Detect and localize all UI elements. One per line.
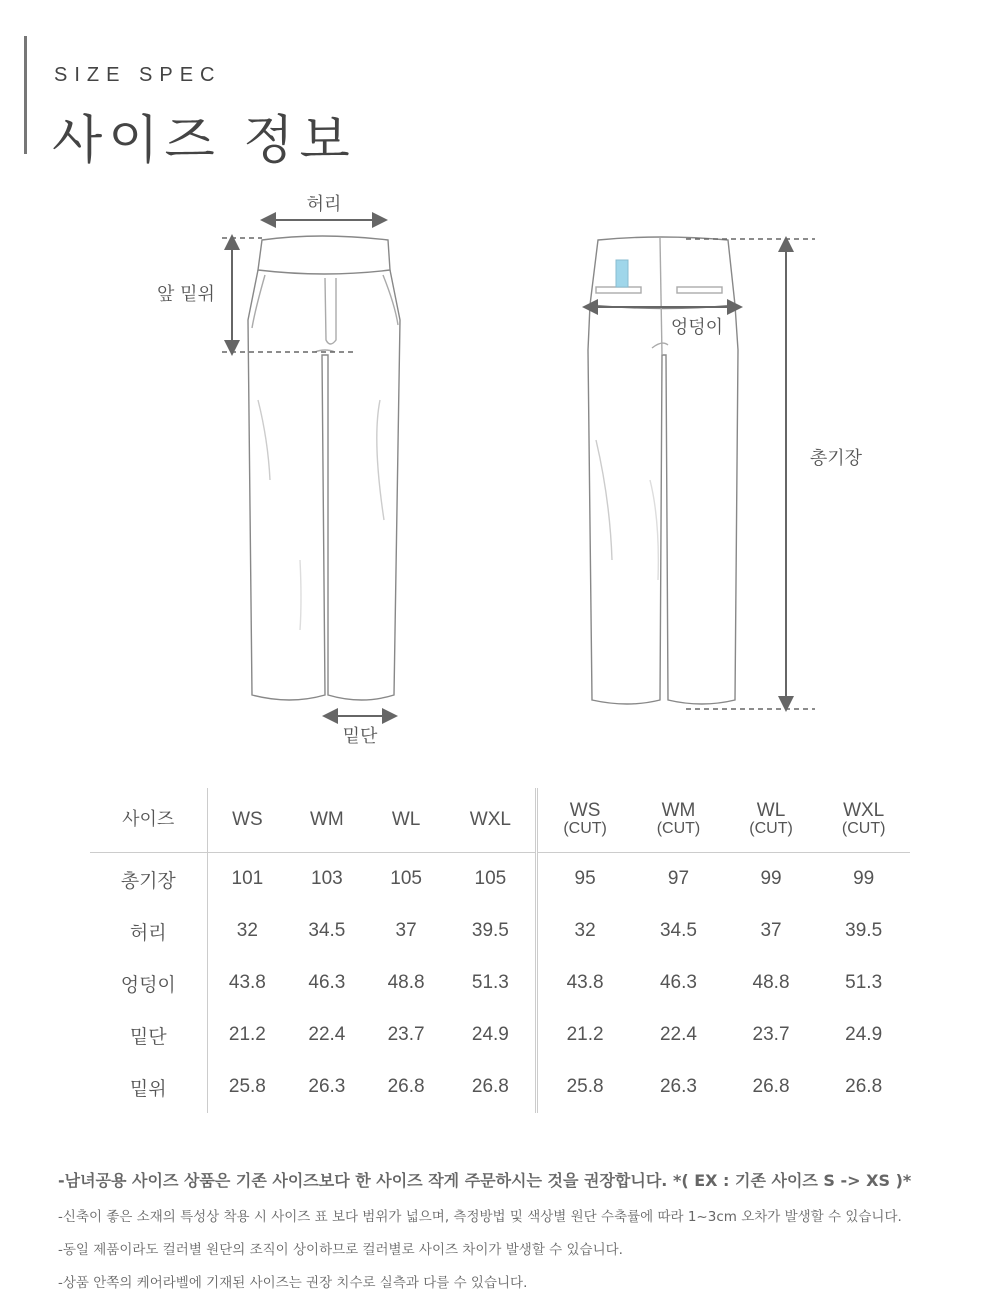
row-label: 총기장: [120, 869, 176, 892]
title-korean: 사이즈 정보: [52, 111, 356, 171]
hip-label: 엉덩이: [670, 317, 724, 338]
table-cell: 26.3: [308, 1076, 346, 1097]
table-cell: 32: [537, 905, 633, 957]
table-cell: 34.5: [308, 920, 346, 941]
title-accent-bar: [24, 36, 27, 154]
back-pocket-tab: [616, 260, 628, 287]
note-item: -신축이 좋은 소재의 특성상 착용 시 사이즈 표 보다 범위가 넓으며, 측정방법 및 색상별 원단 수축률에 따라 1~3cm 오차가 발생할 수 있습니다.: [58, 1209, 902, 1225]
table-cell: 43.8: [537, 957, 633, 1009]
table-row: [90, 1061, 910, 1113]
header-cell: WS (CUT): [537, 788, 633, 853]
header-cell: WL (CUT): [725, 788, 818, 853]
table-cell: 22.4: [308, 1024, 346, 1045]
table-cell: 26.8: [752, 1076, 790, 1097]
title-english: SIZE SPEC: [54, 64, 222, 86]
row-label: 허리: [129, 921, 167, 944]
table-cell: 105: [390, 868, 422, 889]
table-cell: 25.8: [207, 1061, 287, 1113]
header-cell: WL: [366, 788, 445, 853]
table-row: [90, 1009, 910, 1061]
header-cell: 사이즈: [90, 788, 207, 853]
table-cell: 23.7: [752, 1024, 790, 1045]
header-cell: WM (CUT): [632, 788, 725, 853]
header-cell: WS: [207, 788, 287, 853]
note-item: -동일 제품이라도 컬러별 원단의 조직이 상이하므로 컬러별로 사이즈 차이가 발생할 수 있습니다.: [58, 1242, 623, 1258]
table-cell: 48.8: [387, 972, 425, 993]
header-cell: WM: [287, 788, 366, 853]
header-cell: WXL (CUT): [817, 788, 910, 853]
table-cell: 23.7: [387, 1024, 425, 1045]
table-cell: 51.3: [471, 972, 509, 993]
table-row: [90, 957, 910, 1009]
table-row: [90, 905, 910, 957]
table-cell: 25.8: [537, 1061, 633, 1113]
table-cell: 26.8: [387, 1076, 425, 1097]
table-cell: 32: [207, 905, 287, 957]
table-cell: 43.8: [207, 957, 287, 1009]
pants-diagram: [0, 180, 1000, 760]
table-cell: 21.2: [207, 1009, 287, 1061]
table-cell: 24.9: [845, 1024, 883, 1045]
front-pants-drawing: [248, 236, 400, 700]
table-cell: 26.8: [845, 1076, 883, 1097]
table-cell: 37: [395, 920, 417, 941]
table-cell: 103: [311, 868, 343, 889]
size-table: [90, 788, 910, 1113]
front-rise-label: 앞 밑위: [157, 284, 215, 305]
table-cell: 95: [537, 853, 633, 906]
table-cell: 46.3: [308, 972, 346, 993]
table-cell: 37: [760, 920, 782, 941]
table-cell: 51.3: [845, 972, 883, 993]
row-label: 밑단: [129, 1025, 167, 1048]
waist-label: 허리: [306, 194, 342, 215]
table-row: [90, 853, 910, 906]
row-label: 엉덩이: [120, 973, 176, 996]
header-cell: WXL: [446, 788, 537, 853]
table-cell: 39.5: [845, 920, 883, 941]
hem-label: 밑단: [342, 726, 378, 747]
table-cell: 24.9: [471, 1024, 509, 1045]
size-table-header: [90, 788, 910, 853]
total-length-label: 총기장: [809, 448, 863, 469]
table-cell: 22.4: [659, 1024, 697, 1045]
table-cell: 39.5: [471, 920, 509, 941]
note-main: -남녀공용 사이즈 상품은 기존 사이즈보다 한 사이즈 작게 주문하시는 것을 권장합니다. *( EX : 기존 사이즈 S -> XS )*: [58, 1171, 912, 1190]
table-cell: 99: [760, 868, 782, 889]
table-cell: 99: [853, 868, 875, 889]
table-cell: 34.5: [659, 920, 697, 941]
table-cell: 46.3: [659, 972, 697, 993]
table-cell: 105: [474, 868, 507, 889]
table-cell: 97: [667, 868, 690, 889]
table-cell: 21.2: [537, 1009, 633, 1061]
note-item: -상품 안쪽의 케어라벨에 기재된 사이즈는 권장 치수로 실측과 다를 수 있습니다.: [58, 1275, 528, 1291]
table-cell: 48.8: [752, 972, 790, 993]
notes-section: [58, 1168, 978, 1304]
table-cell: 26.3: [659, 1076, 697, 1097]
table-cell: 101: [207, 853, 287, 906]
row-label: 밑위: [129, 1077, 167, 1100]
table-cell: 26.8: [471, 1076, 509, 1097]
